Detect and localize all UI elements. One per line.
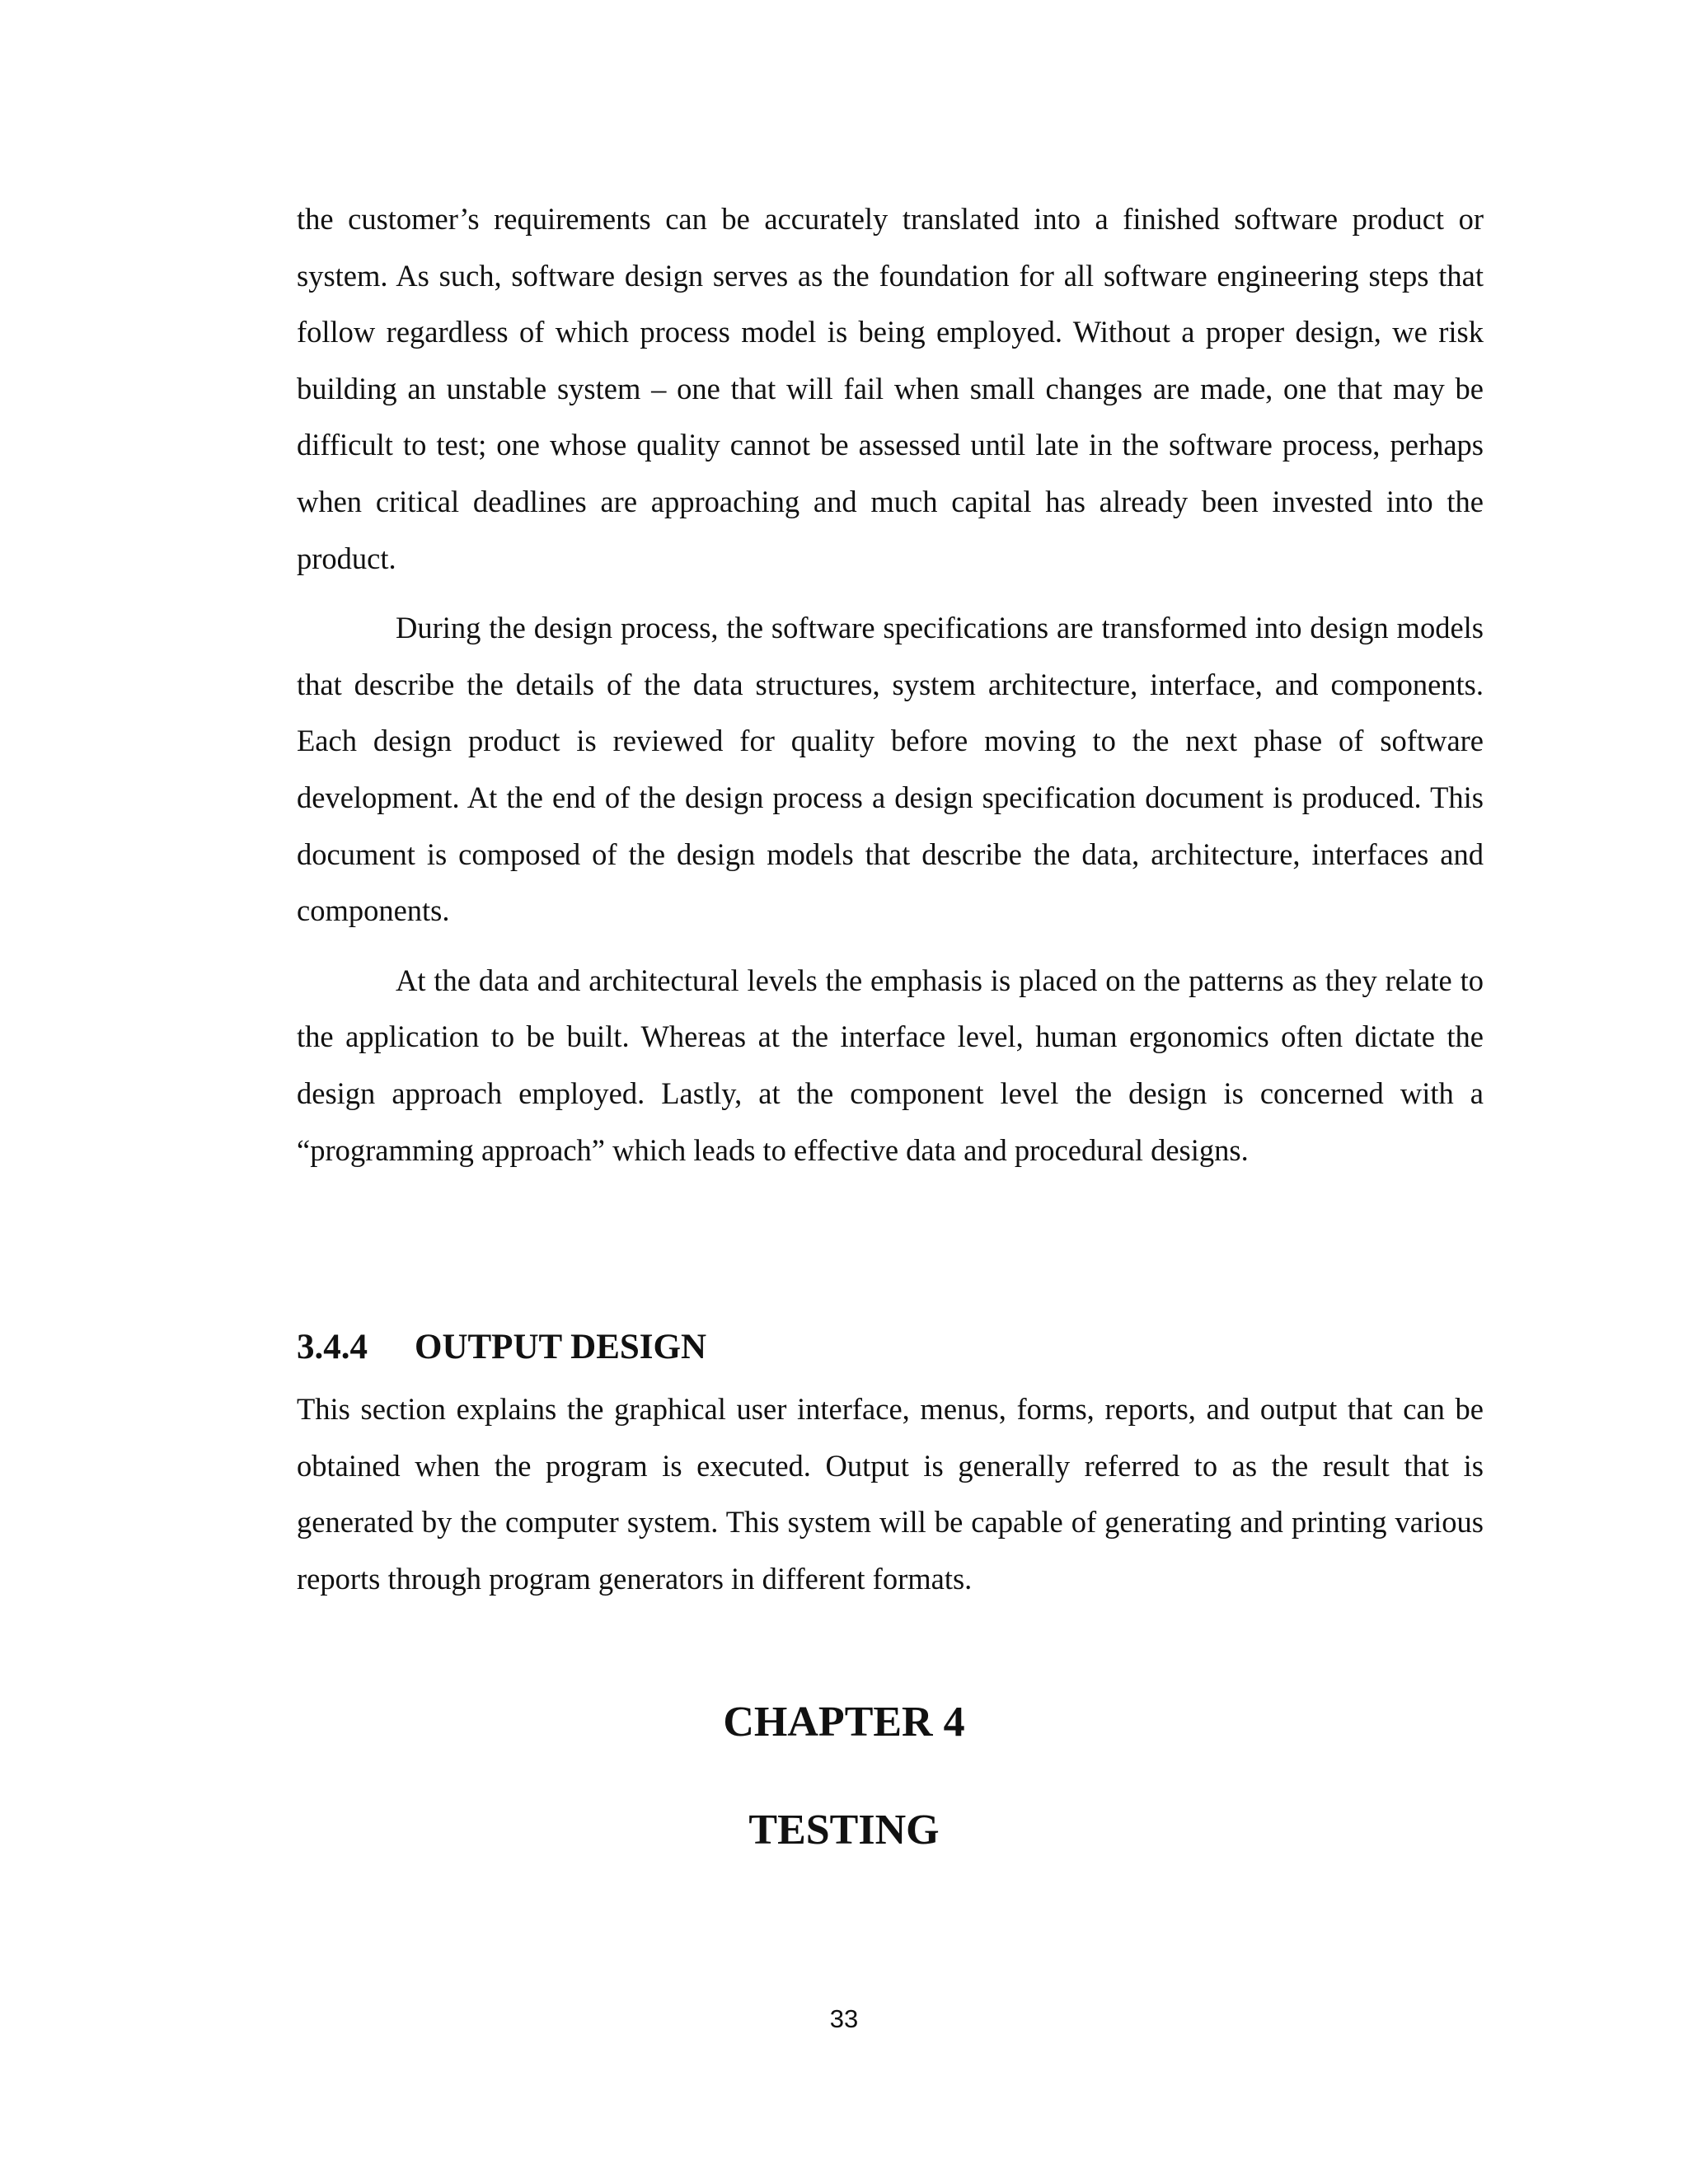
section-heading [297, 1323, 706, 1372]
paragraph-design-process: During the design process, the software specifications are transformed into design models that describe the details of the data structures, system architecture, interface, and components. Each design product is reviewed for quality before moving to the next phase of software development. At the end of the design process a design specification document is produced. This document is composed of the design models that describe the data, architecture, interfaces and components. [297, 611, 1484, 928]
paragraph-software-design-foundation: the customer’s requirements can be accurately translated into a finished software product or system. As such, software design serves as the foundation for all software engineering steps that follow regardless of which process model is being employed. Without a proper design, we risk building an unstable system – one that will fail when small changes are made, one that may be difficult to test; one whose quality cannot be assessed until late in the software process, perhaps when critical deadlines are approaching and much capital has already been invested into the product. [297, 202, 1484, 575]
body-text [297, 191, 1484, 1179]
section-number: 3.4.4 [297, 1328, 368, 1366]
chapter-title: TESTING [748, 1807, 940, 1854]
paragraph-output-design: This section explains the graphical user interface, menus, forms, reports, and output that can be obtained when the program is executed. Output is generally referred to as the result that is generated by the computer system. This system will be capable of generating and printing various reports through program generators in different formats. [297, 1392, 1484, 1596]
paragraph-design-levels: At the data and architectural levels the emphasis is placed on the patterns as they relate to the application to be built. Whereas at the interface level, human ergonomics often dictate the design approach employed. Lastly, at the component level the design is concerned with a “programming approach” which leads to effective data and procedural designs. [297, 963, 1484, 1167]
chapter-label: CHAPTER 4 [723, 1699, 965, 1746]
section-title: OUTPUT DESIGN [415, 1328, 707, 1366]
page-number: 33 [829, 2004, 859, 2033]
